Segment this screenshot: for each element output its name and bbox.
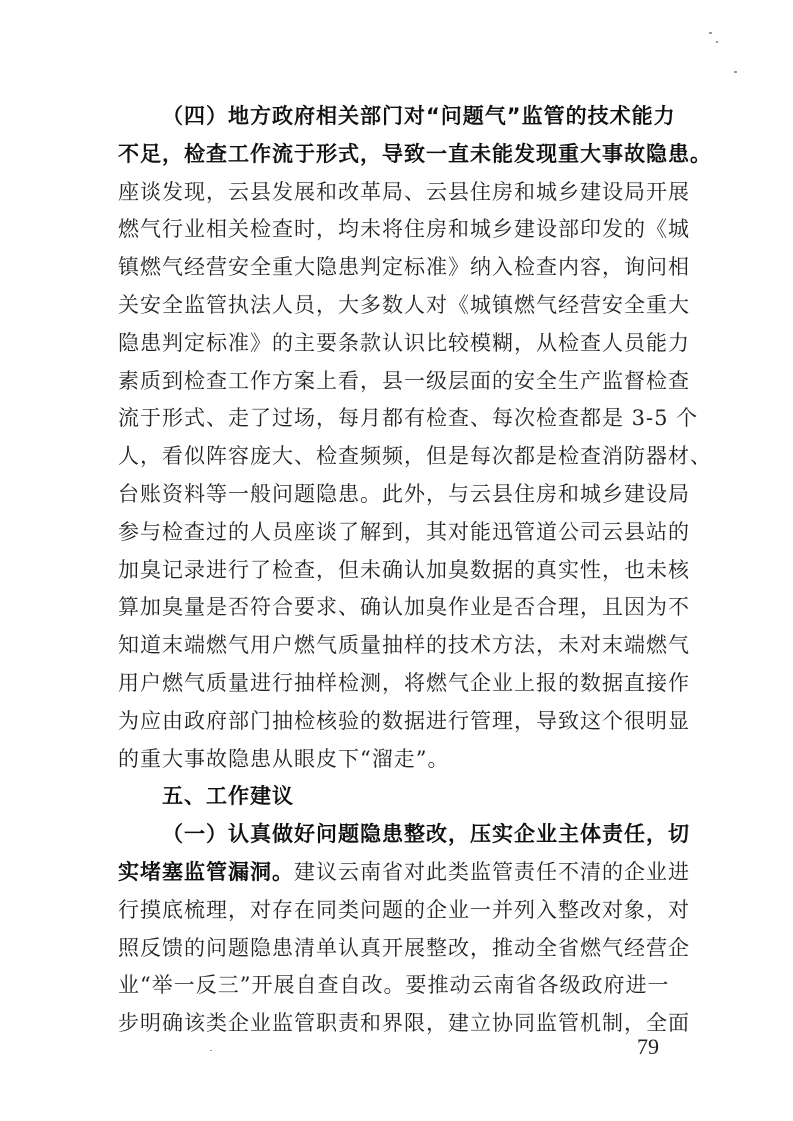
- text-line: [118, 287, 690, 325]
- body-text-run: 步明确该类企业监管职责和界限，建立协同监管机制，全面: [118, 1011, 690, 1036]
- body-text-run: 算加臭量是否符合要求、确认加臭作业是否合理，且因为不: [118, 595, 690, 620]
- text-line: [118, 98, 676, 136]
- body-text-run: 人，看似阵容庞大、检查频频，但是每次都是检查消防器材、: [118, 444, 712, 469]
- bold-heading-text: （一）认真做好问题隐患整改，压实企业主体责任，切: [162, 822, 690, 847]
- body-text-run: 台账资料等一般问题隐患。此外，与云县住房和城乡建设局: [118, 481, 690, 506]
- text-line: [118, 552, 690, 590]
- text-line: [118, 741, 673, 779]
- text-line: [118, 136, 712, 174]
- scan-speck: [734, 71, 737, 73]
- body-text-run: 照反馈的问题隐患清单认真开展整改，推动全省燃气经营企: [118, 935, 690, 960]
- body-text-run: 座谈发现，云县发展和改革局、云县住房和城乡建设局开展: [118, 179, 690, 204]
- scan-speck: [716, 41, 718, 43]
- body-text-run: 加臭记录进行了检查，但未确认加臭数据的真实性，也未核: [118, 557, 690, 582]
- text-line: [118, 1005, 690, 1043]
- text-line: [118, 665, 690, 703]
- text-line: [118, 930, 690, 968]
- body-text-run: 为应由政府部门抽检核验的数据进行管理，导致这个很明显: [118, 708, 690, 733]
- text-line: [118, 967, 673, 1005]
- scan-speck: [709, 32, 712, 34]
- body-text-run: 业“举一反三”开展自查自改。要推动云南省各级政府进一: [118, 973, 670, 998]
- bold-heading-text: 不足，检查工作流于形式，导致一直未能发现重大事故隐患。: [118, 141, 712, 166]
- bold-heading-text: （四）地方政府相关部门对“问题气”监管的技术能力: [162, 104, 676, 128]
- body-text-run: 镇燃气经营安全重大隐患判定标准》纳入检查内容，询问相: [118, 255, 690, 280]
- body-text-run: 参与检查过的人员座谈了解到，其对能迅管道公司云县站的: [118, 519, 690, 544]
- body-text-run: 流于形式、走了过场，每月都有检查、每次检查都是 3-5 个: [118, 406, 699, 431]
- text-line: [118, 589, 690, 627]
- body-text-run: 用户燃气质量进行抽样检测，将燃气企业上报的数据直接作: [118, 670, 690, 695]
- text-line: [118, 325, 690, 363]
- body-text-run: 燃气行业相关检查时，均未将住房和城乡建设部印发的《城: [118, 217, 690, 242]
- body-text-run: 建议云南省对此类监管责任不清的企业进: [294, 859, 690, 884]
- body-text-run: 的重大事故隐患从眼皮下“溜走”。: [118, 746, 450, 771]
- text-line: [118, 363, 690, 401]
- text-line: [118, 514, 690, 552]
- text-line: [118, 400, 699, 438]
- text-line: [118, 438, 712, 476]
- body-text-run: 素质到检查工作方案上看，县一级层面的安全生产监督检查: [118, 368, 690, 393]
- bold-heading-text: 五、工作建议: [162, 784, 294, 809]
- text-line: [118, 816, 690, 854]
- body-text-run: 关安全监管执法人员，大多数人对《城镇燃气经营安全重大: [118, 292, 690, 317]
- text-line: [118, 892, 690, 930]
- body-text-run: 知道末端燃气用户燃气质量抽样的技术方法，未对末端燃气: [118, 633, 690, 658]
- scan-speck: [210, 1050, 212, 1051]
- text-line: [118, 249, 690, 287]
- text-line: [118, 476, 690, 514]
- body-text-run: 行摸底梳理，对存在同类问题的企业一并列入整改对象，对: [118, 897, 690, 922]
- body-text: [118, 98, 712, 1043]
- text-line: [118, 778, 673, 816]
- page-number: 79: [637, 1034, 659, 1059]
- text-line: [118, 854, 690, 892]
- text-line: [118, 174, 690, 212]
- body-text-run: 隐患判定标准》的主要条款认识比较模糊，从检查人员能力: [118, 330, 690, 355]
- text-line: [118, 211, 690, 249]
- bold-heading-text: 实堵塞监管漏洞。: [118, 859, 294, 884]
- text-line: [118, 703, 690, 741]
- text-line: [118, 627, 690, 665]
